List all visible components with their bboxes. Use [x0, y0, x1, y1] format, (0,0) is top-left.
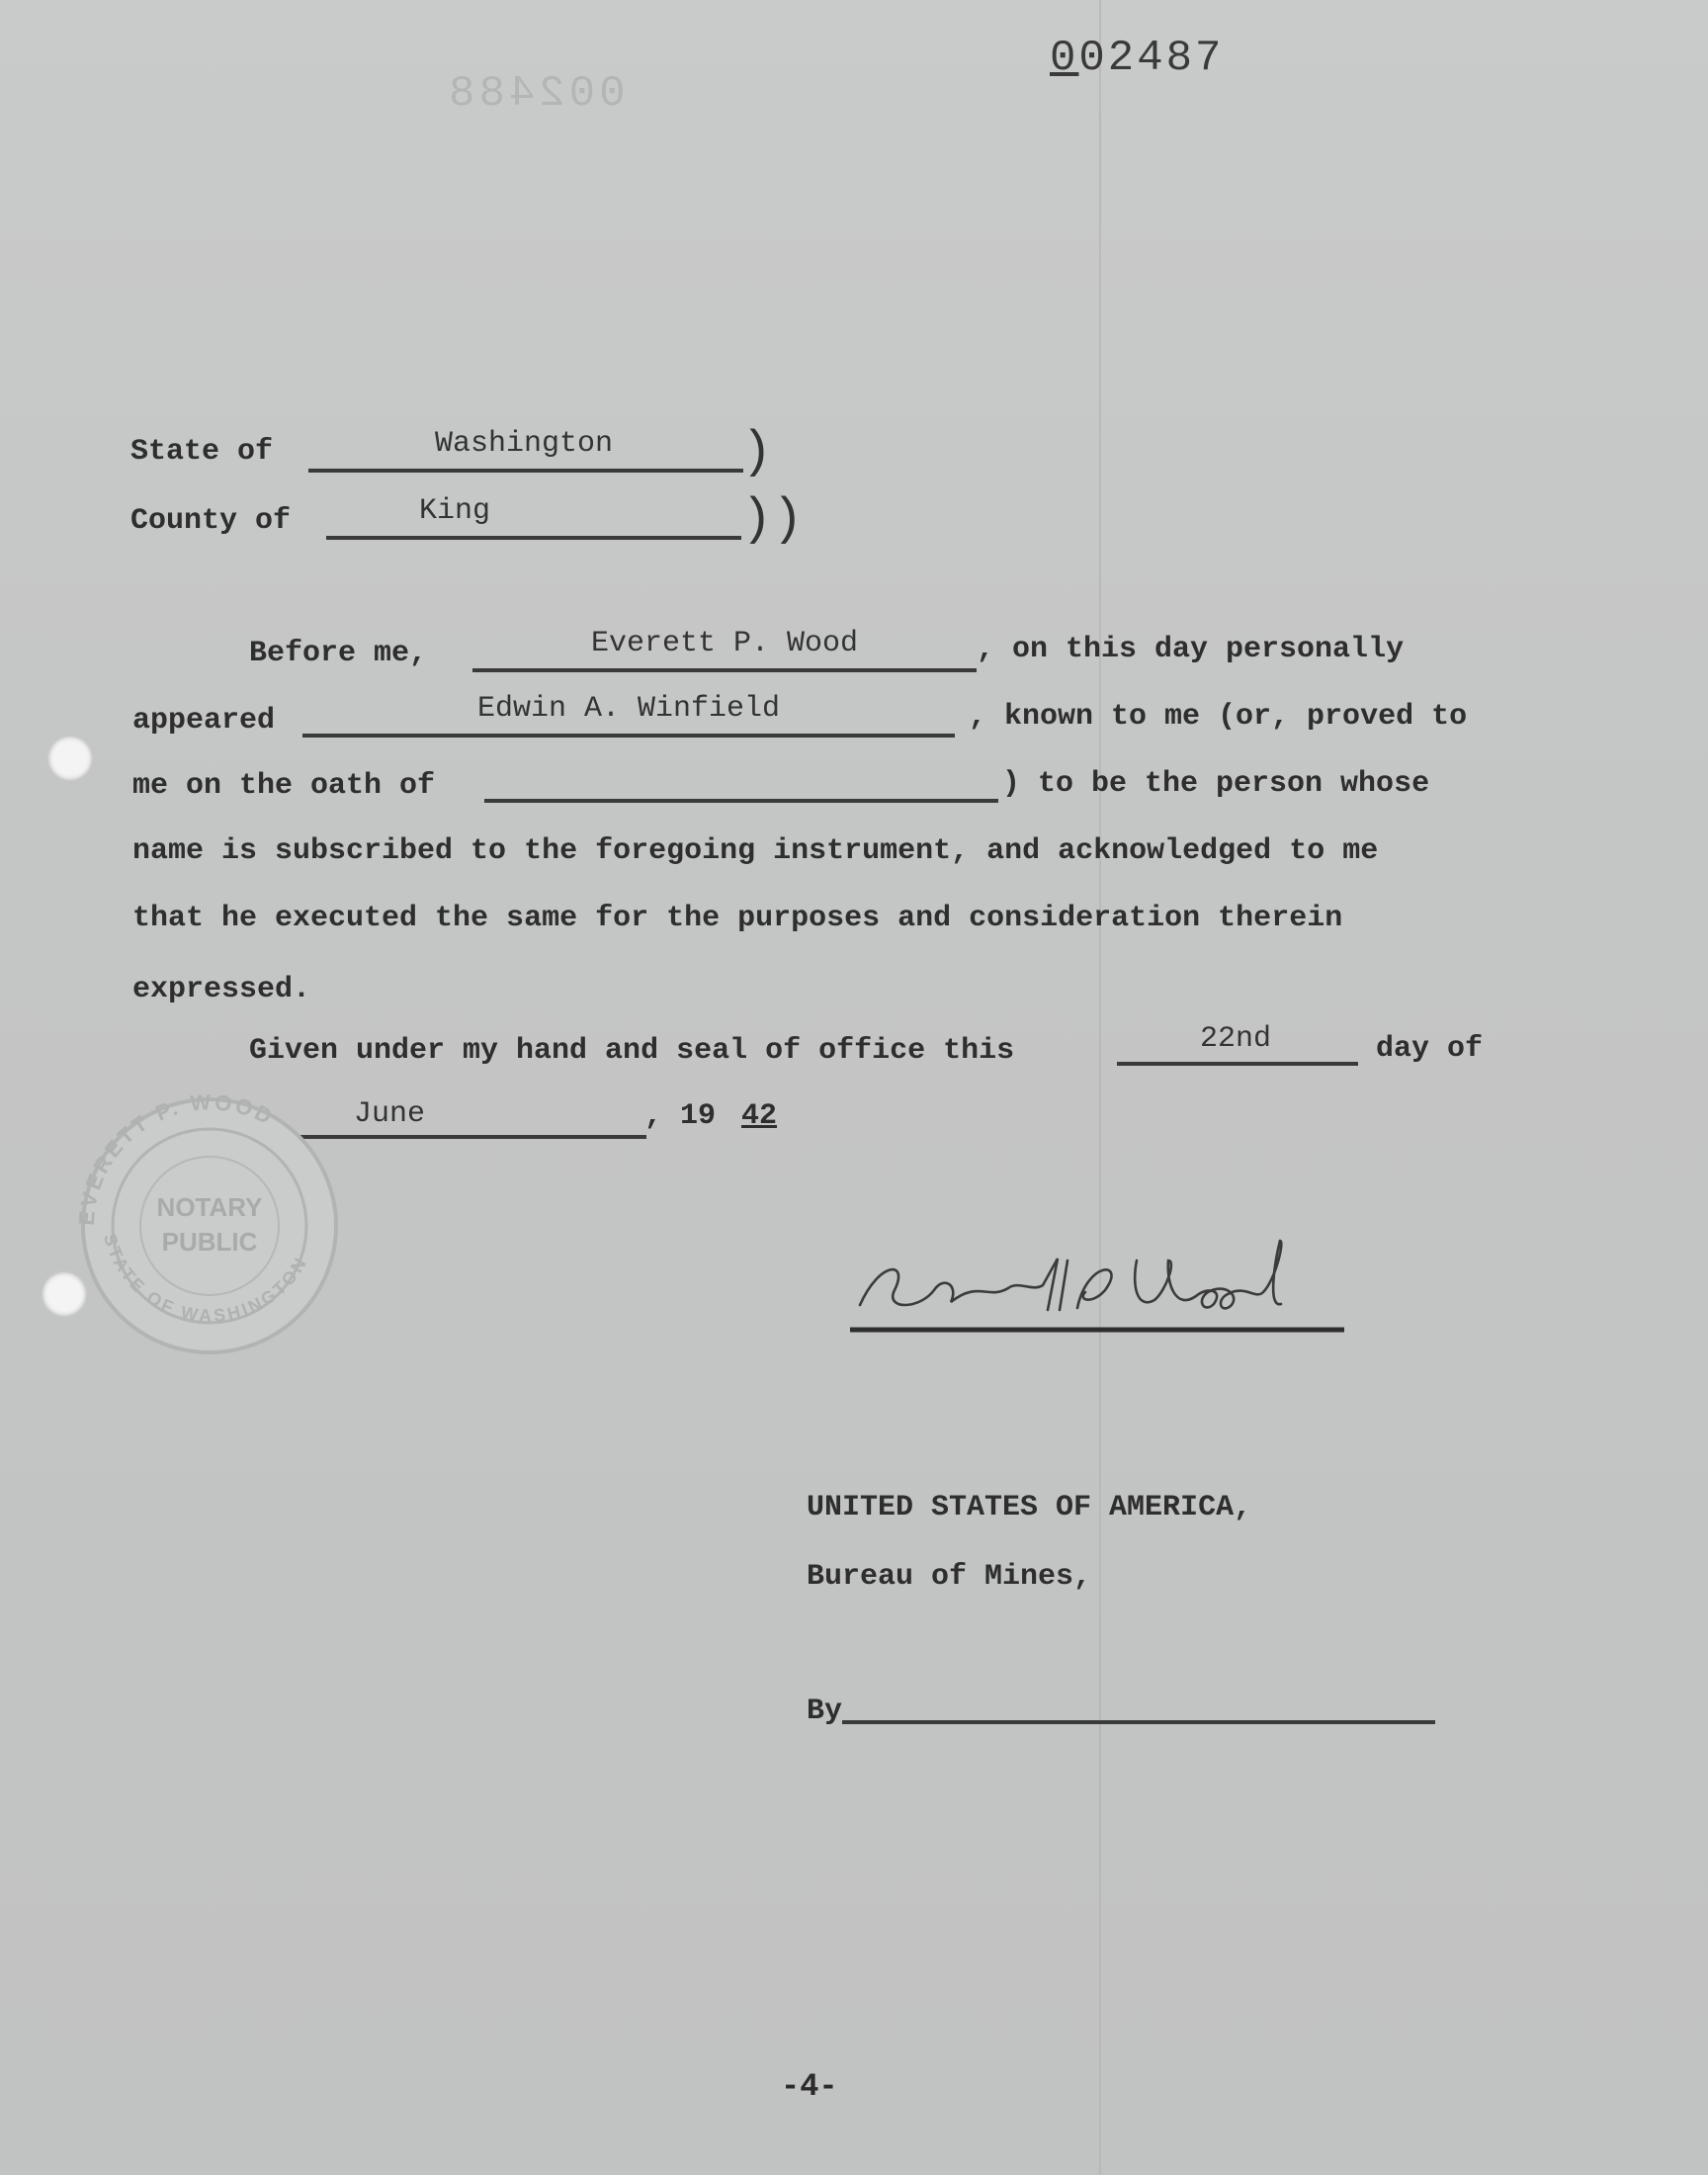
appearer-underline	[302, 734, 955, 738]
bureau-text: Bureau of Mines,	[807, 1560, 1092, 1594]
state-value: Washington	[434, 427, 614, 461]
appearer-name: Edwin A. Winfield	[476, 692, 781, 726]
to-be-person-text: ) to be the person whose	[1002, 767, 1430, 801]
seal-inner-line-2: PUBLIC	[161, 1227, 258, 1257]
binder-hole-bottom	[42, 1271, 87, 1317]
body-line-4: name is subscribed to the foregoing instrument, and acknowledged to me	[132, 834, 1379, 868]
brace-bottom: ))	[741, 490, 804, 549]
serial-rest: 02487	[1078, 34, 1225, 83]
by-label: By	[807, 1695, 843, 1728]
oath-text: me on the oath of	[132, 769, 436, 803]
state-underline	[308, 469, 743, 473]
seal-outer-text: EVERETT P. WOOD	[73, 1089, 279, 1227]
day-underline	[1117, 1062, 1358, 1066]
seal-bottom-text: STATE OF WASHINGTON	[99, 1231, 312, 1326]
usa-text: UNITED STATES OF AMERICA,	[807, 1491, 1252, 1524]
oath-underline	[484, 799, 998, 803]
serial-number	[1050, 34, 1224, 83]
on-this-day-text: , on this day personally	[977, 633, 1405, 666]
brace-top: )	[741, 423, 773, 481]
page-number: -4-	[781, 2068, 838, 2105]
county-underline	[326, 536, 741, 540]
seal-inner-line-1: NOTARY	[156, 1192, 263, 1222]
notary-name: Everett P. Wood	[590, 627, 859, 660]
given-under-text: Given under my hand and seal of office this	[249, 1034, 1015, 1068]
county-value: King	[418, 494, 490, 528]
ghost-serial-bleedthrough: 002488	[445, 69, 626, 119]
known-to-me-text: , known to me (or, proved to	[969, 700, 1468, 734]
body-line-6: expressed.	[132, 973, 311, 1006]
binder-hole-top	[47, 736, 93, 781]
notary-signature	[840, 1231, 1354, 1340]
body-line-5: that he executed the same for the purposes and consideration therein	[132, 902, 1343, 935]
year-value: 42	[741, 1099, 778, 1133]
county-label: County of	[130, 504, 292, 538]
notary-seal	[54, 1078, 366, 1359]
day-of-text: day of	[1376, 1032, 1484, 1066]
day-value: 22nd	[1199, 1022, 1271, 1056]
appeared-text: appeared	[132, 704, 276, 738]
before-me-text: Before me,	[249, 637, 428, 670]
notary-underline	[472, 668, 977, 672]
by-signature-line	[842, 1720, 1435, 1724]
month-value: June	[353, 1097, 425, 1131]
state-label: State of	[130, 435, 274, 469]
serial-prefix: 0	[1050, 34, 1079, 83]
fold-line	[1099, 0, 1101, 2175]
year-prefix: , 19	[644, 1099, 717, 1133]
